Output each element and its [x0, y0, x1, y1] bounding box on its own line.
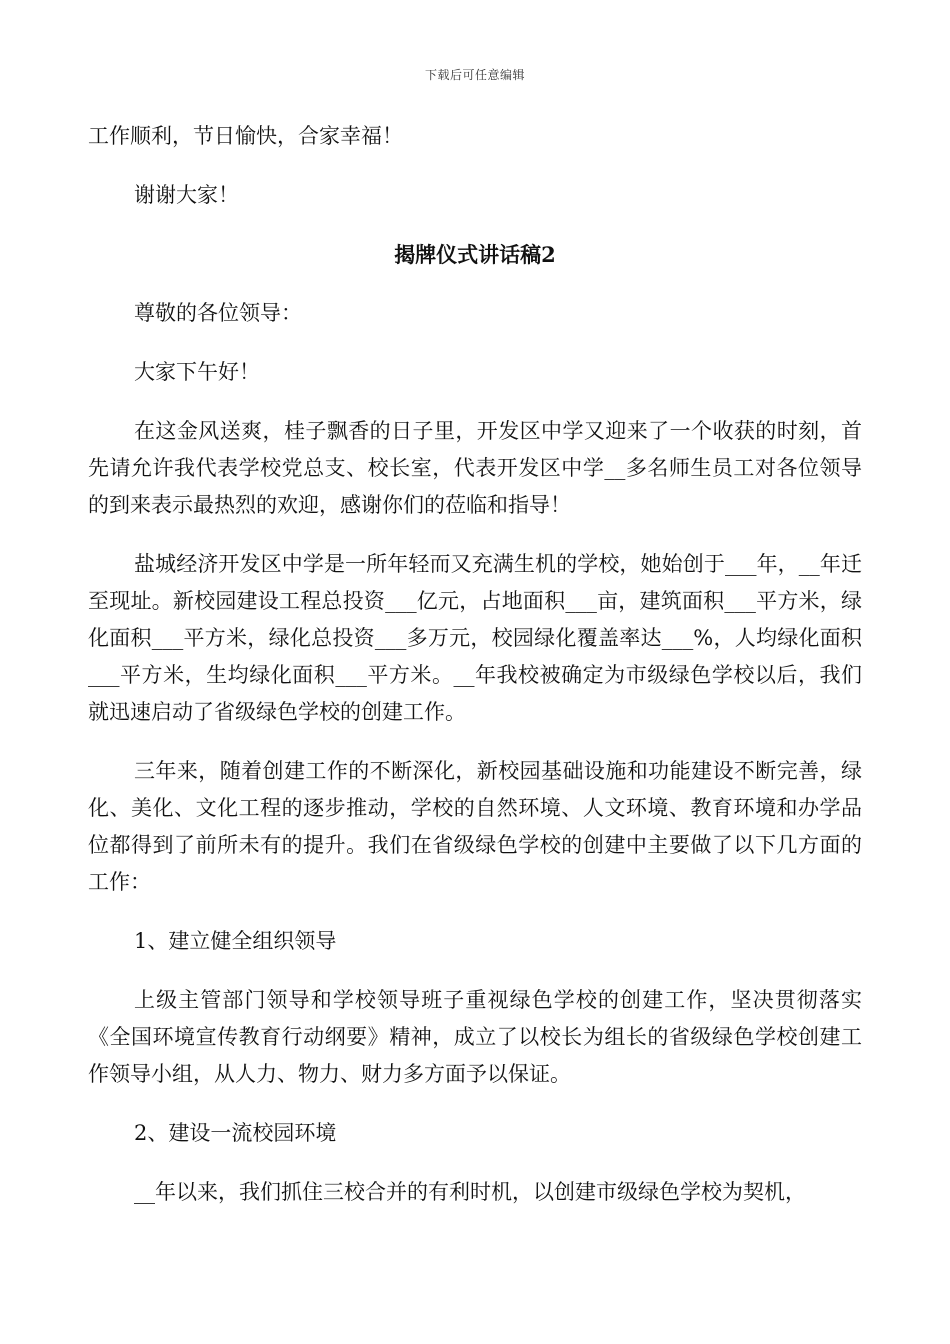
leadership-paragraph: 上级主管部门领导和学校领导班子重视绿色学校的创建工作，坚决贯彻落实《全国环境宣传教育行动纲要》精神，成立了以校长为组长的省级绿色学校创建工作领导小组，从人力、物力、财力多方面予以保证。: [88, 988, 862, 1086]
thanks-paragraph: 谢谢大家！: [134, 183, 239, 207]
page-header-note: 下载后可任意编辑: [424, 68, 525, 82]
section-title: 揭牌仪式讲话稿2: [394, 242, 556, 267]
section-heading-1: 1、建立健全组织领导: [134, 929, 337, 953]
salutation-paragraph: 尊敬的各位领导：: [134, 301, 302, 325]
campus-environment-paragraph: __年以来，我们抓住三校合并的有利时机，以创建市级绿色学校为契机，: [134, 1180, 806, 1204]
greeting-paragraph: 大家下午好！: [134, 360, 260, 384]
closing-wishes-paragraph: 工作顺利，节日愉快，合家幸福！: [88, 124, 403, 148]
progress-paragraph: 三年来，随着创建工作的不断深化，新校园基础设施和功能建设不断完善，绿化、美化、文化工程的逐步推动，学校的自然环境、人文环境、教育环境和办学品位都得到了前所未有的提升。我们在省级绿色学校的创建中主要做了以下几方面的工作：: [88, 759, 862, 894]
section-heading-2: 2、建设一流校园环境: [134, 1121, 337, 1145]
document-body: [88, 118, 862, 1233]
welcome-paragraph: 在这金风送爽，桂子飘香的日子里，开发区中学又迎来了一个收获的时刻，首先请允许我代表学校党总支、校长室，代表开发区中学__多名师生员工对各位领导的到来表示最热烈的欢迎，感谢你们的莅临和指导！: [88, 419, 862, 517]
school-intro-paragraph: 盐城经济开发区中学是一所年轻而又充满生机的学校，她始创于___年，__年迁至现址。新校园建设工程总投资___亿元，占地面积___亩，建筑面积___平方米，绿化面积___平方米，绿化总投资___多万元，校园绿化覆盖率达___%，人均绿化面积___平方米，生均绿化面积___平方米。__年我校被确定为市级绿色学校以后，我们就迅速启动了省级绿色学校的创建工作。: [88, 552, 862, 724]
